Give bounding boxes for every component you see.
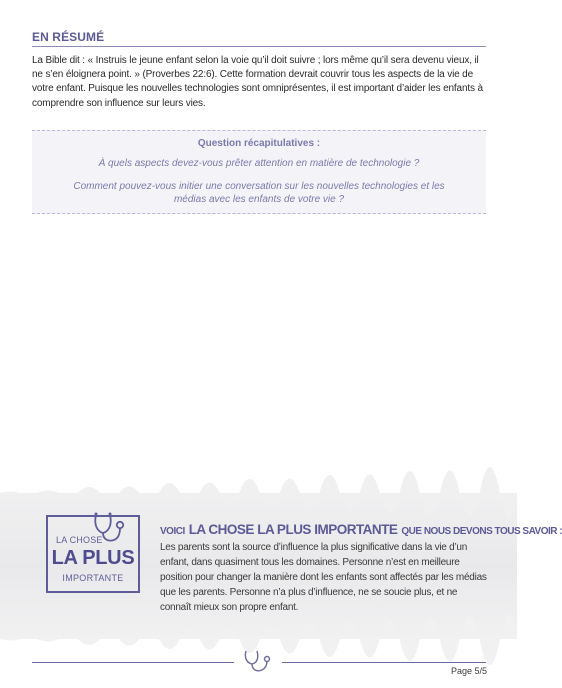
torn-edge-bottom xyxy=(0,635,517,645)
logo-line-2: LA PLUS xyxy=(51,547,135,569)
logo-line-1: LA CHOSE xyxy=(56,535,103,545)
footer-divider-right xyxy=(282,662,486,663)
key-point-heading-prefix: VOICI xyxy=(160,526,185,537)
key-point-heading-main: LA CHOSE LA PLUS IMPORTANTE xyxy=(188,522,398,537)
most-important-logo xyxy=(46,515,140,593)
section-heading: EN RÉSUMÉ xyxy=(32,30,486,47)
footer-divider-left xyxy=(32,662,234,663)
review-questions-box xyxy=(32,130,486,214)
key-point-paragraph: Les parents sont la source d’influence la plus significative dans la vie d’un enfant, dans quasiment tous les domaines. Personne n’est en meilleure position pour changer la manière dont les enfants sont affectés par les médias que les parents. Personne n’a plus d’influence, ne se soucie plus, et ne connaît mieux son propre enfant. xyxy=(160,542,487,613)
key-point-heading xyxy=(160,521,562,539)
stethoscope-icon xyxy=(242,648,276,674)
review-question: À quels aspects devez-vous prêter attention en matière de technologie ? xyxy=(98,158,420,169)
review-question: Comment pouvez-vous initier une conversation sur les nouvelles technologies et les médias avec les enfants de votre vie ? xyxy=(73,180,445,205)
torn-edge-top xyxy=(0,487,517,497)
review-questions-title: Question récapitulatives : xyxy=(197,138,321,149)
summary-paragraph: La Bible dit : « Instruis le jeune enfant selon la voie qu’il doit suivre ; lors même qu’il sera devenu vieux, il ne s’en éloignera point. » (Proverbes 22:6). Cette formation devrait couvrir tous les aspects de la vie de votre enfant. Puisque les nouvelles technologies sont omniprésentes, il est important d’aider les enfants à comprendre son influence sur leurs vies. xyxy=(32,55,483,109)
key-point-heading-suffix: QUE NOUS DEVONS TOUS SAVOIR : xyxy=(401,526,562,537)
page-number: Page 5/5 xyxy=(450,666,487,676)
logo-line-3: IMPORTANTE xyxy=(62,573,124,583)
